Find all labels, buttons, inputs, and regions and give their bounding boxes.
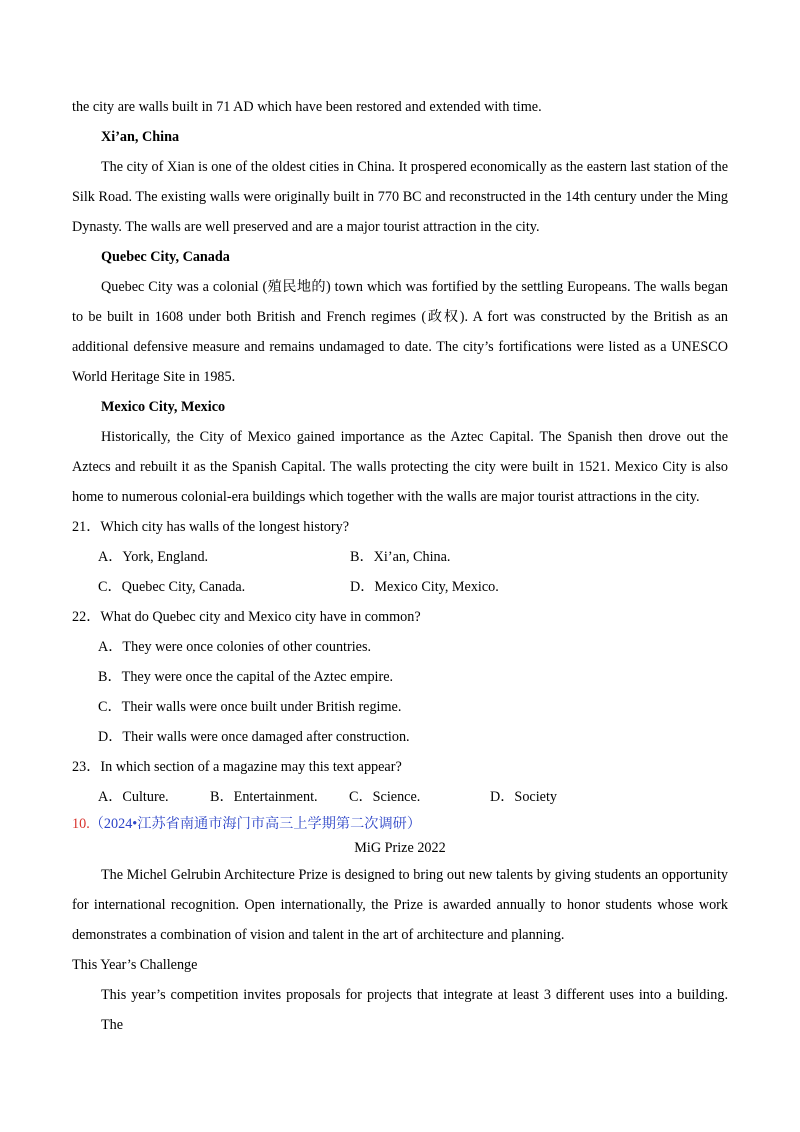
section-heading-quebec: Quebec City, Canada	[101, 249, 230, 265]
passage-line: World Heritage Site in 1985.	[72, 369, 236, 385]
question-22-stem: 22．What do Quebec city and Mexico city have in common?	[72, 609, 421, 625]
option-c: C．Their walls were once built under British regime.	[98, 699, 402, 715]
section-heading-challenge: This Year’s Challenge	[72, 957, 198, 973]
question-21-stem: 21．Which city has walls of the longest history?	[72, 519, 349, 535]
passage-line: This year’s competition invites proposals for projects that integrate at least 3 different uses into a building. The	[101, 987, 728, 1033]
passage-line: The city of Xian is one of the oldest cities in China. It prospered economically as the eastern last station of the	[101, 159, 728, 175]
option-c: C．Science.	[349, 789, 421, 805]
section-heading-xian: Xi’an, China	[101, 129, 180, 145]
passage-title: MiG Prize 2022	[354, 840, 446, 856]
question-21-options-row	[72, 542, 728, 572]
item-source: （2024•江苏省南通市海门市高三上学期第二次调研）	[89, 816, 422, 832]
question-21-options-row	[72, 572, 728, 602]
option-b: B．Entertainment.	[210, 789, 318, 805]
passage-line: Aztecs and rebuilt it as the Spanish Capital. The walls protecting the city were built in 1521. Mexico City is also	[72, 459, 728, 475]
question-23-stem: 23．In which section of a magazine may this text appear?	[72, 759, 402, 775]
option-a: A．York, England.	[98, 549, 209, 565]
passage-line: the city are walls built in 71 AD which have been restored and extended with time.	[72, 99, 542, 115]
option-d: D．Their walls were once damaged after construction.	[98, 729, 410, 745]
option-b: B．They were once the capital of the Aztec empire.	[98, 669, 394, 685]
passage-line: demonstrates a combination of vision and talent in the art of architecture and planning.	[72, 927, 565, 943]
option-b: B．Xi’an, China.	[350, 549, 451, 565]
option-d: D．Mexico City, Mexico.	[350, 579, 499, 595]
section-heading-mexico: Mexico City, Mexico	[101, 399, 226, 415]
passage-line: Silk Road. The existing walls were originally built in 770 BC and reconstructed in the 14th century under the Ming	[72, 189, 728, 205]
passage-line: Quebec City was a colonial (殖民地的) town which was fortified by the settling Europeans. The walls began	[101, 279, 728, 295]
passage-line: The Michel Gelrubin Architecture Prize is designed to bring out new talents by giving students an opportunity	[101, 867, 728, 883]
question-23-options-row	[72, 782, 728, 812]
item-source-line	[72, 812, 728, 836]
passage-line: for international recognition. Open internationally, the Prize is awarded annually to honor students whose work	[72, 897, 728, 913]
option-d: D．Society	[490, 789, 557, 805]
passage-line: additional defensive measure and remains undamaged to date. The city’s fortifications were listed as a UNESCO	[72, 339, 728, 355]
option-a: A．They were once colonies of other countries.	[98, 639, 372, 655]
passage-line: home to numerous colonial-era buildings which together with the walls are major tourist attractions in the city.	[72, 489, 700, 505]
passage-line: Historically, the City of Mexico gained importance as the Aztec Capital. The Spanish then drove out the	[101, 429, 728, 445]
item-number: 10.	[72, 816, 90, 832]
passage-line: Dynasty. The walls are well preserved and are a major tourist attraction in the city.	[72, 219, 540, 235]
passage-line: to be built in 1608 under both British and French regimes (政权). A fort was constructed by the British as an	[72, 309, 728, 325]
document-page	[72, 92, 728, 1033]
option-a: A．Culture.	[98, 789, 169, 805]
option-c: C．Quebec City, Canada.	[98, 579, 246, 595]
